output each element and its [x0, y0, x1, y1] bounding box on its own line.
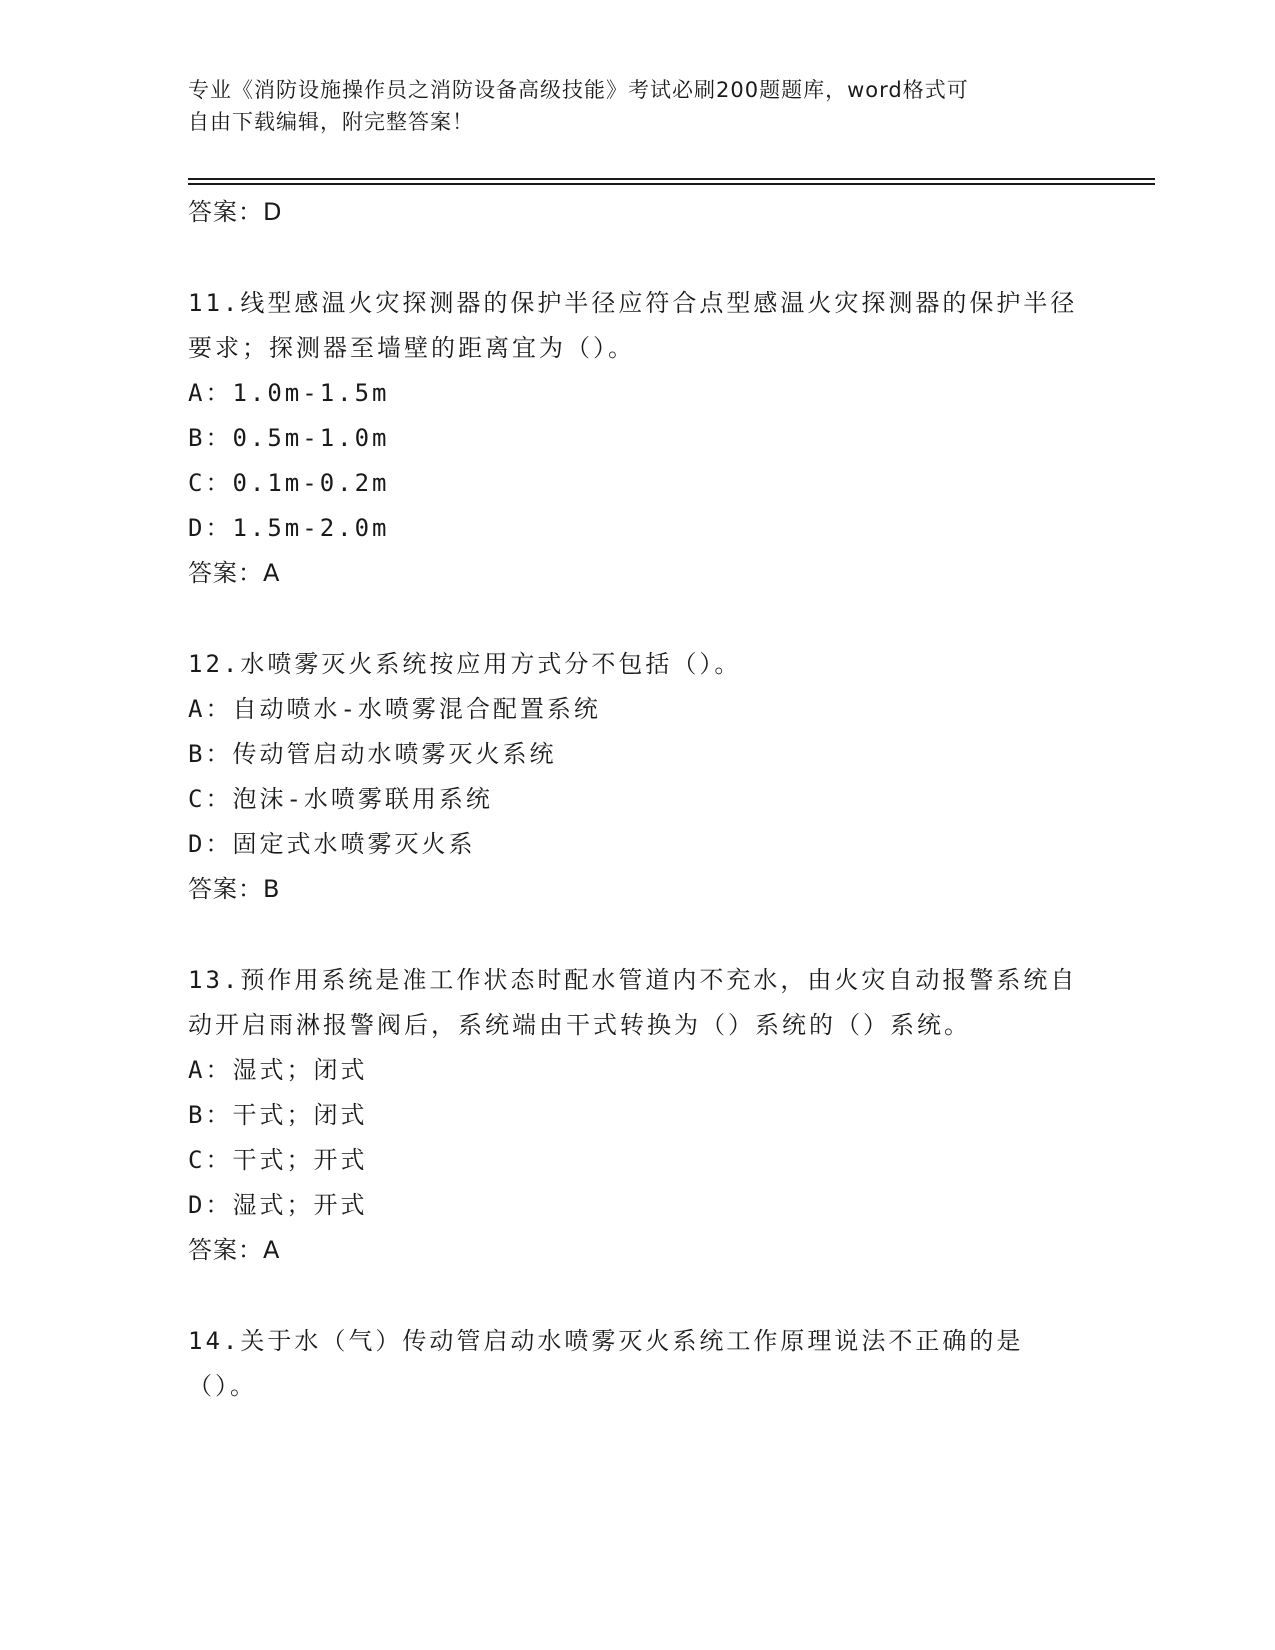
header-line-2: 自由下载编辑，附完整答案！ [188, 110, 474, 134]
answer-line [188, 551, 1088, 595]
option-b: B：干式；闭式 [188, 1101, 368, 1129]
option-b: B：0.5m-1.0m [188, 424, 390, 452]
question-text: 13.预作用系统是准工作状态时配水管道内不充水，由火灾自动报警系统自动开启雨淋报警阀后，系统端由干式转换为（）系统的（）系统。 [188, 966, 1078, 1039]
option-a: A：自动喷水-水喷雾混合配置系统 [188, 695, 601, 723]
answer-label: 答案： [188, 198, 263, 226]
option-c: C：干式；开式 [188, 1146, 368, 1174]
answer-value: B [263, 875, 281, 903]
document-header [188, 74, 1078, 138]
answer-line [188, 867, 1088, 911]
question-text: 11.线型感温火灾探测器的保护半径应符合点型感温火灾探测器的保护半径要求；探测器至墙壁的距离宜为（）。 [188, 289, 1078, 362]
header-divider-bottom [188, 183, 1155, 185]
question-text: 14.关于水（气）传动管启动水喷雾灭火系统工作原理说法不正确的是（）。 [188, 1327, 1024, 1400]
answer-value: D [263, 198, 283, 226]
question-text: 12.水喷雾灭火系统按应用方式分不包括（）。 [188, 650, 742, 678]
answer-label: 答案： [188, 875, 263, 903]
option-d: D：1.5m-2.0m [188, 514, 390, 542]
question-item [188, 958, 1088, 1272]
header-divider-top [188, 178, 1155, 180]
answer-label: 答案： [188, 559, 263, 587]
option-a: A：1.0m-1.5m [188, 379, 390, 407]
option-d: D：固定式水喷雾灭火系 [188, 830, 476, 858]
answer-line [188, 1228, 1088, 1272]
option-c: C：泡沫-水喷雾联用系统 [188, 785, 493, 813]
document-body [188, 190, 1088, 1409]
answer-line [188, 190, 1088, 234]
header-line-1: 专业《消防设施操作员之消防设备高级技能》考试必刷200题题库，word格式可 [188, 78, 969, 102]
question-item [188, 281, 1088, 595]
option-b: B：传动管启动水喷雾灭火系统 [188, 740, 557, 768]
answer-value: A [263, 559, 281, 587]
question-item [188, 642, 1088, 911]
option-d: D：湿式；开式 [188, 1191, 368, 1219]
answer-value: A [263, 1236, 281, 1264]
option-c: C：0.1m-0.2m [188, 469, 390, 497]
option-a: A：湿式；闭式 [188, 1056, 368, 1084]
question-item [188, 1319, 1088, 1409]
answer-label: 答案： [188, 1236, 263, 1264]
